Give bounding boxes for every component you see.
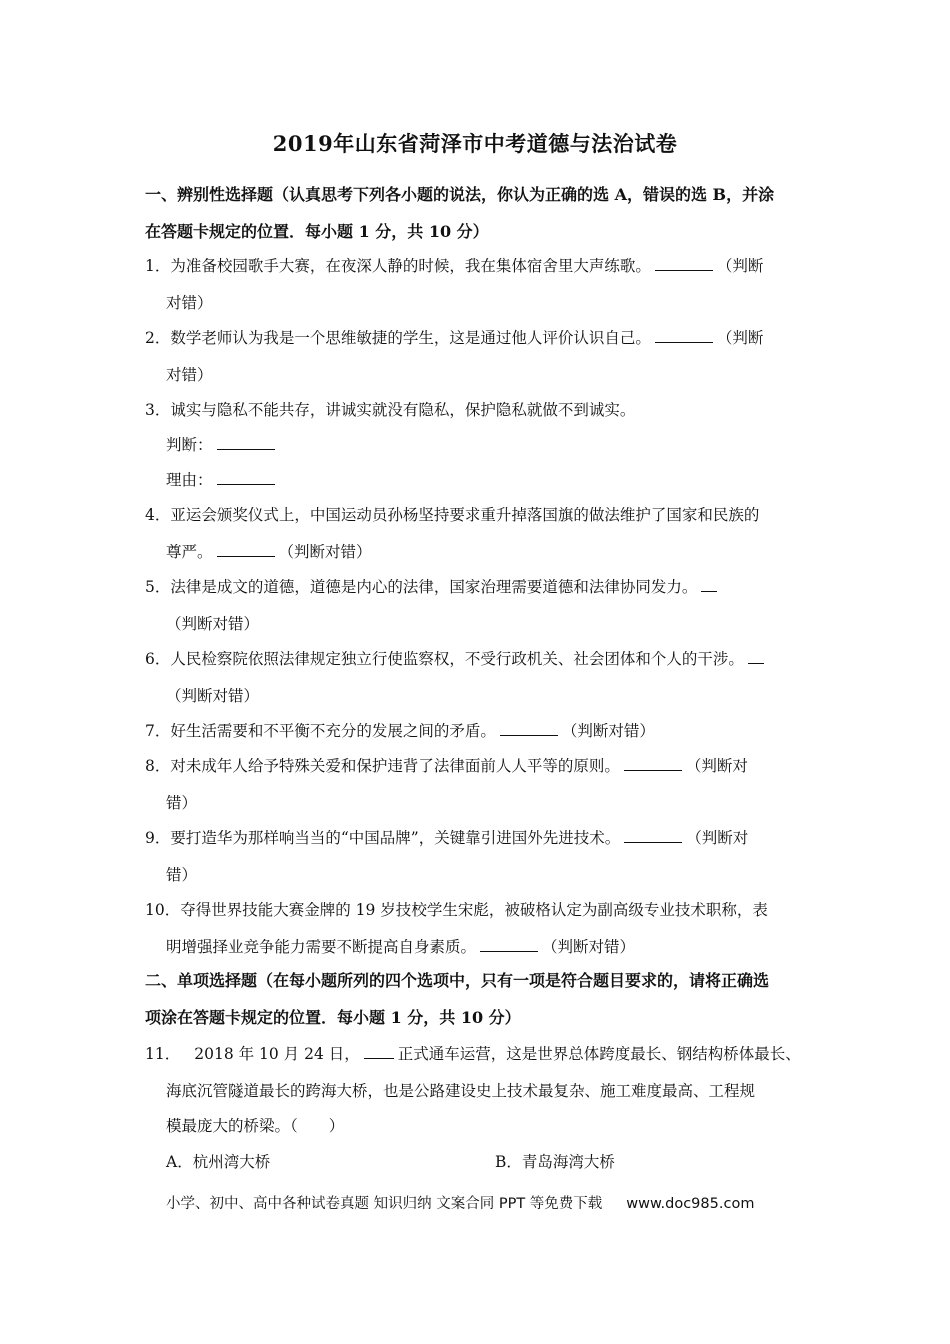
section-1-line-2: 在答题卡规定的位置．每小题 1 分，共 10 分） xyxy=(145,222,489,241)
question-10-continued: 明增强择业竞争能力需要不断提高自身素质。 （判断对错） xyxy=(166,938,636,956)
question-2-continued: 对错） xyxy=(166,366,213,384)
question-4-continued: 尊严。 （判断对错） xyxy=(166,543,372,561)
answer-blank[interactable] xyxy=(217,542,275,557)
question-11: 11． 2018 年 10 月 24 日， 正式通车运营，这是世界总体跨度最长、钢结构桥体最长、 xyxy=(145,1045,801,1063)
page-title: 2019年山东省菏泽市中考道德与法治试卷 xyxy=(272,131,678,156)
question-1: 1．为准备校园歌手大赛，在夜深人静的时候，我在集体宿舍里大声练歌。 （判断 xyxy=(145,257,764,275)
question-1-continued: 对错） xyxy=(166,294,213,312)
answer-blank[interactable] xyxy=(655,328,713,343)
section-1-heading xyxy=(145,176,810,250)
question-5-continued: （判断对错） xyxy=(166,615,260,633)
question-6-continued: （判断对错） xyxy=(166,687,260,705)
answer-blank[interactable] xyxy=(500,721,558,736)
question-8-continued: 错） xyxy=(166,794,198,812)
page-footer xyxy=(166,1192,754,1213)
section-1-line-1: 一、辨别性选择题（认真思考下列各小题的说法，你认为正确的选 A，错误的选 B，并涂 xyxy=(145,185,775,204)
question-11-line-3: 模最庞大的桥梁。（ ） xyxy=(166,1117,345,1135)
question-6: 6．人民检察院依照法律规定独立行使监察权，不受行政机关、社会团体和个人的干涉。 xyxy=(145,649,768,669)
answer-blank[interactable] xyxy=(217,435,275,450)
question-3-reason: 理由： xyxy=(166,470,279,490)
answer-blank[interactable] xyxy=(364,1044,394,1059)
answer-blank[interactable] xyxy=(217,470,275,485)
option-b[interactable]: B．青岛海湾大桥 xyxy=(495,1153,615,1171)
answer-blank[interactable] xyxy=(701,577,717,592)
question-9: 9．要打造华为那样响当当的“中国品牌”，关键靠引进国外先进技术。 （判断对 xyxy=(145,829,749,847)
answer-blank[interactable] xyxy=(655,256,713,271)
option-a[interactable]: A．杭州湾大桥 xyxy=(166,1153,271,1171)
footer-text: 小学、初中、高中各种试卷真题 知识归纳 文案合同 PPT 等免费下载 xyxy=(166,1196,603,1212)
answer-blank[interactable] xyxy=(624,756,682,771)
question-4: 4．亚运会颁奖仪式上，中国运动员孙杨坚持要求重升掉落国旗的做法维护了国家和民族的 xyxy=(145,506,760,524)
question-3-judge: 判断： xyxy=(166,435,279,455)
question-7: 7．好生活需要和不平衡不充分的发展之间的矛盾。 （判断对错） xyxy=(145,722,655,740)
question-10: 10．夺得世界技能大赛金牌的 19 岁技校学生宋彪，被破格认定为副高级专业技术职称，表 xyxy=(145,901,768,919)
question-11-line-2: 海底沉管隧道最长的跨海大桥，也是公路建设史上技术最复杂、施工难度最高、工程规 xyxy=(166,1082,756,1100)
question-2: 2．数学老师认为我是一个思维敏捷的学生，这是通过他人评价认识自己。 （判断 xyxy=(145,329,764,347)
question-5: 5．法律是成文的道德，道德是内心的法律，国家治理需要道德和法律协同发力。 xyxy=(145,577,721,597)
footer-url[interactable]: www.doc985.com xyxy=(626,1196,755,1212)
answer-blank[interactable] xyxy=(748,649,764,664)
question-9-continued: 错） xyxy=(166,866,198,884)
question-8: 8．对未成年人给予特殊关爱和保护违背了法律面前人人平等的原则。 （判断对 xyxy=(145,757,748,775)
section-2-line-1: 二、单项选择题（在每小题所列的四个选项中，只有一项是符合题目要求的，请将正确选 xyxy=(145,971,770,990)
section-2-heading xyxy=(145,962,810,1036)
answer-blank[interactable] xyxy=(480,937,538,952)
section-2-line-2: 项涂在答题卡规定的位置．每小题 1 分，共 10 分） xyxy=(145,1008,521,1027)
answer-blank[interactable] xyxy=(624,828,682,843)
question-3: 3．诚实与隐私不能共存，讲诚实就没有隐私，保护隐私就做不到诚实。 xyxy=(145,401,636,419)
